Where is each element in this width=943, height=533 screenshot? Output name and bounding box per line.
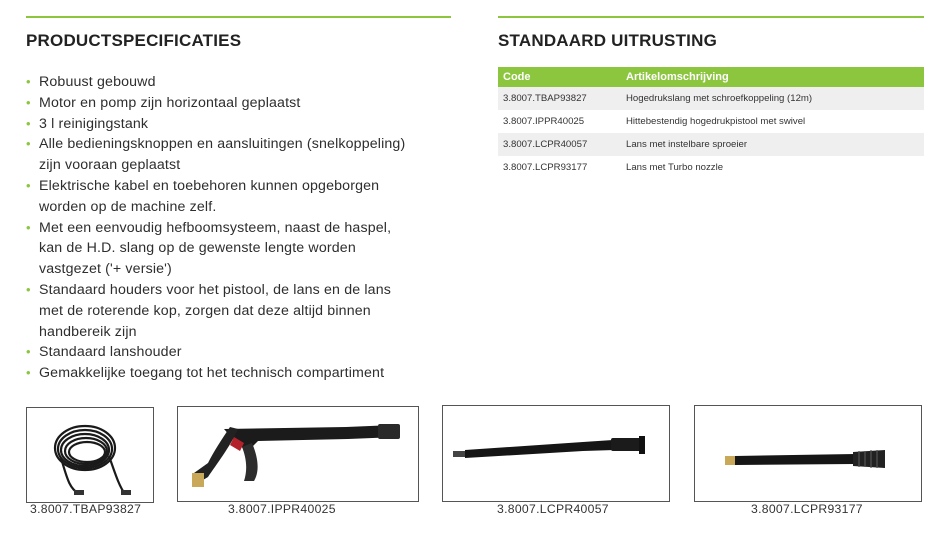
specs-top-rule [26,16,451,18]
specs-title: PRODUCTSPECIFICATIES [26,31,242,50]
equipment-top-rule [498,16,924,18]
spec-item [26,72,466,93]
bullet-icon: • [26,136,31,152]
spec-item-line: Elektrische kabel en toebehoren kunnen opgeborgen [39,177,380,194]
spec-item [26,93,466,114]
column-header-description: Artikelomschrijving [621,67,924,87]
spec-item-line: Gemakkelijke toegang tot het technisch compartiment [39,365,385,382]
photo-hose [26,407,154,503]
photo-turbo-lance [694,405,922,502]
turbo-lance-icon [695,406,921,501]
hose-icon [27,408,153,502]
spec-item-line: Robuust gebouwd [39,74,156,90]
spec-item [26,176,466,218]
spec-item-line: Standaard lanshouder [39,344,182,361]
bullet-icon: • [26,281,31,297]
item-code: 3.8007.LCPR93177 [503,162,588,173]
photo-caption: 3.8007.LCPR40057 [497,502,609,516]
table-row [498,110,924,133]
bullet-icon: • [26,94,31,110]
bullet-icon: • [26,365,31,381]
spec-item-line: handbereik zijn [39,323,137,340]
equipment-title: STANDAARD UITRUSTING [498,31,718,50]
item-description: Hittebestendig hogedrukpistool met swivel [626,116,806,127]
spec-list [26,72,466,384]
spec-item [26,134,466,176]
table-header-row [498,67,924,87]
bullet-icon: • [26,177,31,193]
bullet-icon: • [26,344,31,360]
spec-item [26,363,466,384]
item-code: 3.8007.LCPR40057 [498,133,621,156]
item-description: Hogedrukslang met schroefkoppeling (12m) [621,87,924,110]
spec-item [26,342,466,363]
photo-caption: 3.8007.TBAP93827 [30,502,142,516]
spec-item-line: Motor en pomp zijn horizontaal geplaatst [39,94,301,111]
item-code: 3.8007.IPPR40025 [503,116,585,127]
table-row [498,156,924,179]
item-description: Lans met instelbare sproeier [621,133,924,156]
photo-caption: 3.8007.LCPR93177 [751,502,863,516]
photo-spray-gun [177,406,419,502]
spec-item-line: met de roterende kop, zorgen dat deze altijd binnen [39,302,371,319]
bullet-icon: • [26,219,31,235]
spec-item [26,218,466,280]
spec-item-line: zijn vooraan geplaatst [39,157,181,174]
spec-item [26,114,466,135]
equipment-table [498,67,924,179]
item-description: Lans met Turbo nozzle [626,162,724,173]
spec-item-line: kan de H.D. slang op de gewenste lengte worden [39,240,356,257]
spray-gun-icon [178,407,418,501]
item-code: 3.8007.TBAP93827 [498,87,621,110]
photo-lance [442,405,670,502]
bullet-icon: • [26,115,31,131]
lance-icon [443,406,669,501]
table-row [498,133,924,156]
photo-caption: 3.8007.IPPR40025 [228,502,336,516]
spec-item-line: Standaard houders voor het pistool, de lans en de lans [39,281,391,298]
spec-item-line: worden op de machine zelf. [39,198,217,215]
spec-item-line: vastgezet ('+ versie') [39,261,172,278]
spec-item [26,280,466,342]
column-header-code: Code [498,67,621,87]
bullet-icon: • [26,74,31,89]
spec-item-line: 3 l reinigingstank [39,115,149,132]
spec-item-line: Met een eenvoudig hefboomsysteem, naast de haspel, [39,219,392,236]
table-row [498,87,924,110]
spec-item-line: Alle bedieningsknoppen en aansluitingen (snelkoppeling) [39,136,406,153]
